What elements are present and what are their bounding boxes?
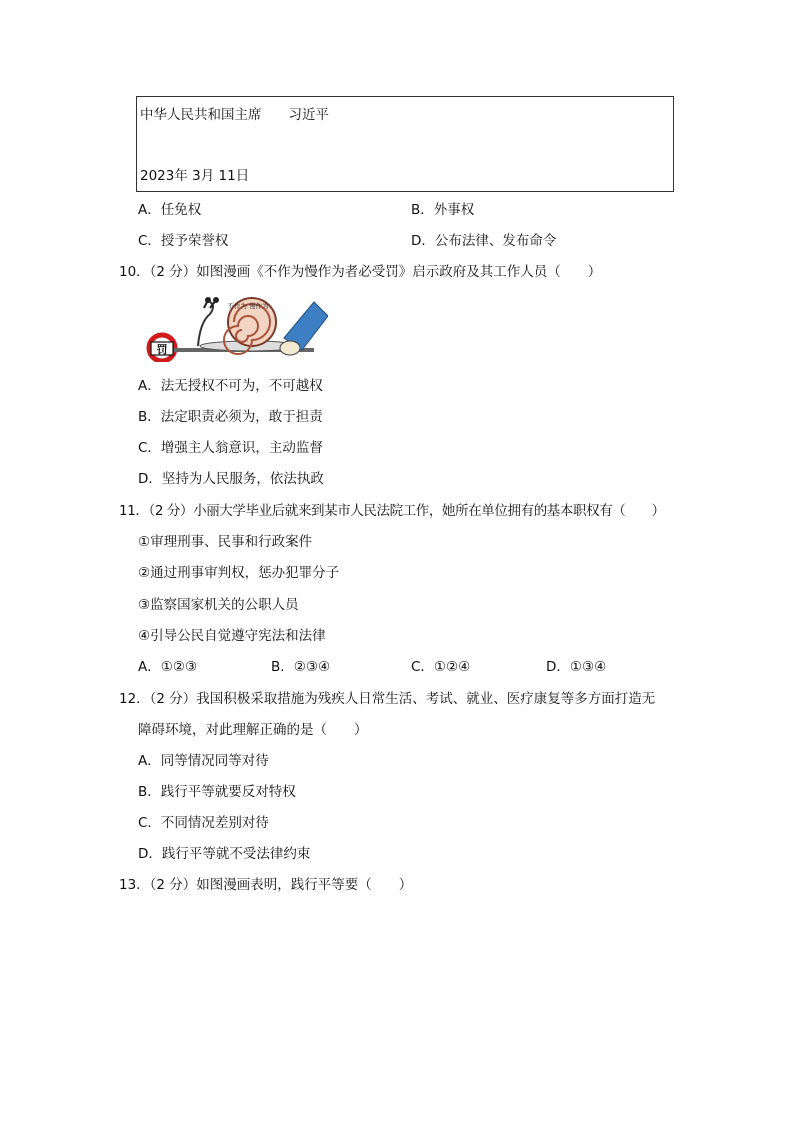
q9-option-b: B．外事权 [411, 202, 475, 218]
quote-date: 2023年 3月 11日 [140, 168, 250, 184]
q10-stem: 10．（2 分）如图漫画《不作为慢作为者必受罚》启示政府及其工作人员（ ） [119, 264, 602, 280]
q10-option-d: D．坚持为人民服务，依法执政 [138, 471, 324, 487]
q11-option-b: B．②③④ [271, 659, 331, 675]
q11-item-2: ②通过刑事审判权，惩办犯罪分子 [138, 565, 340, 581]
q12-option-d: D．践行平等就不受法律约束 [138, 846, 311, 862]
hand-icon [280, 302, 328, 355]
q11-item-1: ①审理刑事、民事和行政案件 [138, 534, 313, 550]
q10-option-a: A．法无授权不可为，不可越权 [138, 378, 323, 394]
q9-option-a: A．任免权 [138, 202, 202, 218]
q12-stem-line1: 12．（2 分）我国积极采取措施为残疾人日常生活、考试、就业、医疗康复等多方面打造无 [119, 691, 656, 707]
q11-option-d: D．①③④ [546, 659, 607, 675]
q11-option-c: C．①②④ [411, 659, 471, 675]
q12-option-a: A．同等情况同等对待 [138, 753, 269, 769]
q11-option-a: A．①②③ [138, 659, 198, 675]
q10-option-c: C．增强主人翁意识，主动监督 [138, 440, 323, 456]
q13-stem: 13．（2 分）如图漫画表明，践行平等要（ ） [119, 877, 413, 893]
q12-stem-line2: 障碍环境，对此理解正确的是（ ） [138, 722, 368, 738]
sign-text: 罚 [156, 343, 168, 356]
q11-item-3: ③监察国家机关的公职人员 [138, 597, 299, 613]
prohibition-sign-icon [149, 335, 175, 361]
q12-option-b: B．践行平等就要反对特权 [138, 784, 296, 800]
q9-option-c: C．授予荣誉权 [138, 233, 229, 249]
quote-signer: 中华人民共和国主席 习近平 [140, 107, 329, 123]
q11-stem: 11．（2 分）小丽大学毕业后就来到某市人民法院工作，她所在单位拥有的基本职权有（ ） [119, 503, 665, 519]
shell-text: 不作为 慢作为 [227, 302, 269, 310]
q9-option-d: D．公布法律、发布命令 [411, 233, 557, 249]
q11-item-4: ④引导公民自觉遵守宪法和法律 [138, 628, 326, 644]
q10-option-b: B．法定职责必须为，敢于担责 [138, 409, 323, 425]
snail-cartoon-image [138, 294, 328, 362]
q12-option-c: C．不同情况差别对待 [138, 815, 269, 831]
